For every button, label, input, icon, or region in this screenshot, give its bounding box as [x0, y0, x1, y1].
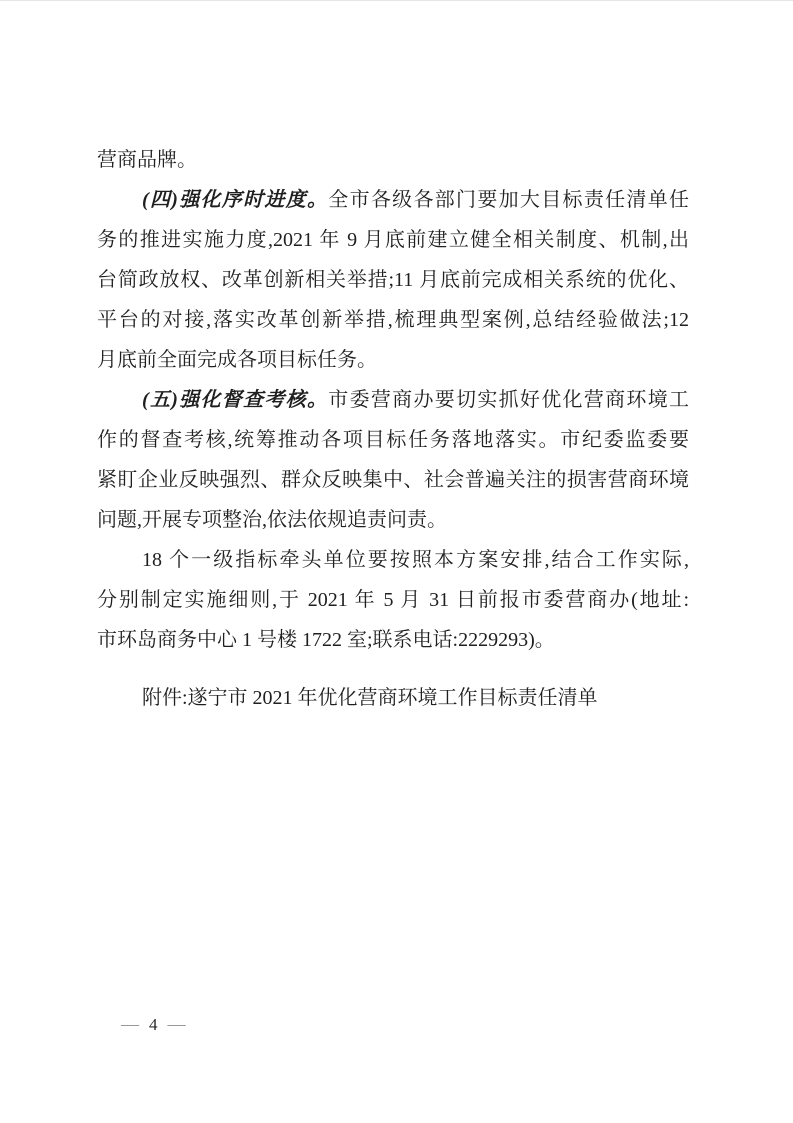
- text-line: [97, 678, 689, 718]
- text-segment: 18 个一级指标牵头单位要按照本方案安排,结合工作实际,: [142, 549, 689, 571]
- text-line: [97, 300, 689, 340]
- page-number: 4: [149, 1015, 158, 1034]
- text-line: [97, 540, 689, 580]
- text-line: [97, 500, 689, 540]
- text-line: [97, 380, 689, 420]
- text-line: [97, 460, 689, 500]
- text-segment: 营商品牌。: [97, 149, 197, 171]
- text-segment: 务的推进实施力度,2021 年 9 月底前建立健全相关制度、机制,出: [97, 229, 689, 251]
- text-segment: 月底前全面完成各项目标任务。: [97, 349, 377, 371]
- text-line: [97, 420, 689, 460]
- document-body: [97, 140, 689, 718]
- text-segment: 问题,开展专项整治,依法依规追责问责。: [97, 509, 447, 531]
- heading-segment: (四)强化序时进度。: [142, 189, 329, 211]
- footer-left-dash: —: [121, 1014, 139, 1034]
- text-segment: 作的督查考核,统筹推动各项目标任务落地落实。市纪委监委要: [97, 429, 689, 451]
- text-segment: 台简政放权、改革创新相关举措;11 月底前完成相关系统的优化、: [97, 269, 689, 291]
- page-footer: [121, 1011, 186, 1038]
- text-segment: 分别制定实施细则,于 2021 年 5 月 31 日前报市委营商办(地址:: [97, 589, 689, 611]
- footer-right-dash: —: [167, 1014, 186, 1034]
- text-segment: 市环岛商务中心 1 号楼 1722 室;联系电话:2229293)。: [97, 629, 555, 651]
- text-line: [97, 580, 689, 620]
- text-segment: 市委营商办要切实抓好优化营商环境工: [328, 389, 690, 411]
- text-line: [97, 220, 689, 260]
- heading-segment: (五)强化督查考核。: [142, 389, 329, 411]
- text-line: [97, 140, 689, 180]
- text-segment: 全市各级各部门要加大目标责任清单任: [328, 189, 690, 211]
- text-line: [97, 340, 689, 380]
- text-segment: 紧盯企业反映强烈、群众反映集中、社会普遍关注的损害营商环境: [97, 469, 689, 491]
- text-line: [97, 620, 689, 660]
- text-segment: 平台的对接,落实改革创新举措,梳理典型案例,总结经验做法;12: [97, 309, 689, 331]
- text-line: [97, 260, 689, 300]
- text-line: [97, 180, 689, 220]
- text-segment: 附件:遂宁市 2021 年优化营商环境工作目标责任清单: [142, 687, 598, 709]
